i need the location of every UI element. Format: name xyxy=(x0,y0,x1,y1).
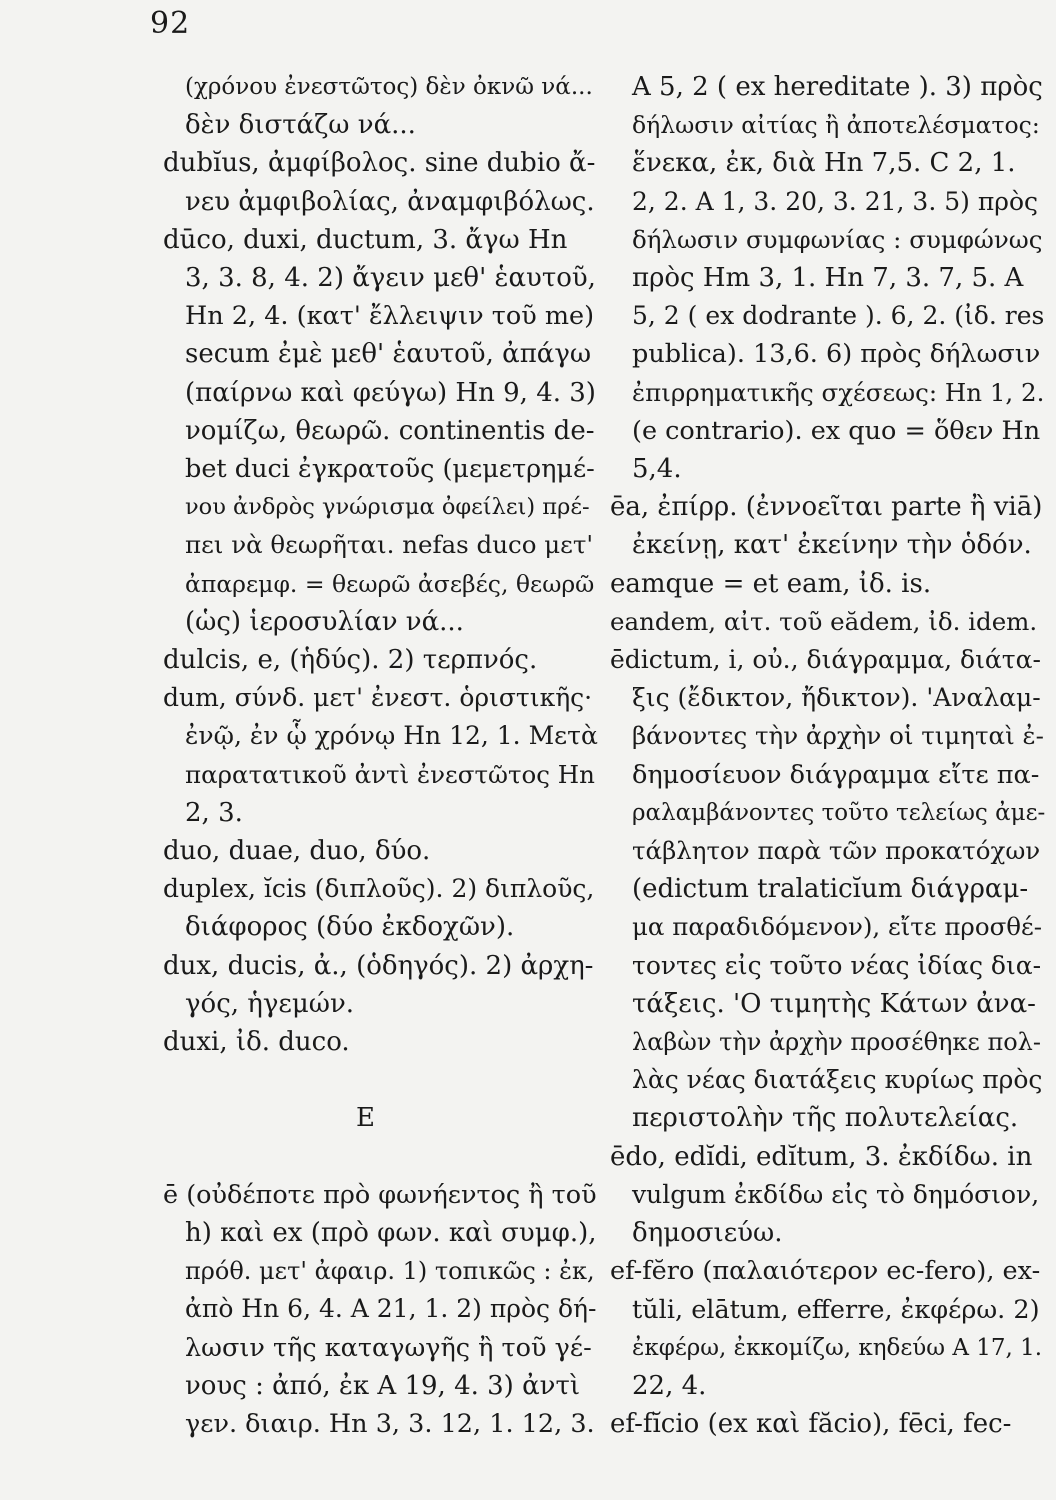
entry-line: ēa, ἐπίρρ. (ἐννοεῖται parte ἢ viā) xyxy=(610,492,1043,523)
entry-line: γεν. διαιρ. Hn 3, 3. 12, 1. 12, 3. xyxy=(185,1409,595,1440)
entry-line: λωσιν τῆς καταγωγῆς ἢ τοῦ γέ- xyxy=(185,1332,592,1363)
entry-line: ραλαμβάνοντες τοῦτο τελείως ἀμε- xyxy=(632,799,1046,826)
entry-line: πρὸς Hm 3, 1. Hn 7, 3. 7, 5. A xyxy=(632,263,1024,294)
entry-line: τάβλητον παρὰ τῶν προκατόχων xyxy=(632,836,1041,866)
entry-line: eamque = et eam, ἰδ. is. xyxy=(610,568,932,599)
entry-line: ef-fĕro (παλαιότερον ec-fero), ex- xyxy=(610,1256,1041,1287)
entry-line: νομίζω, θεωρῶ. continentis de- xyxy=(185,415,595,446)
entry-line: ξις (ἔδικτον, ἤδικτον). 'Αναλαμ- xyxy=(632,683,1041,713)
entry-line: ἐνῷ, ἐν ᾧ χρόνῳ Hn 12, 1. Μετὰ xyxy=(185,721,598,751)
left-column xyxy=(163,68,598,1443)
entry-line: 22, 4. xyxy=(632,1370,707,1401)
entry-line: dulcis, e, (ἡδύς). 2) τερπνός. xyxy=(163,645,538,676)
entry-line: τοντες εἰς τοῦτο νέας ἰδίας δια- xyxy=(632,950,1042,980)
entry-line: (χρόνου ἐνεστῶτος) δὲν ὀκνῶ νά... xyxy=(185,74,593,100)
entry-line: vulgum ἐκδίδω εἰς τὸ δημόσιον, xyxy=(632,1179,1040,1209)
entry-line: δὲν διστάζω νά... xyxy=(185,110,416,141)
entry-line: publica). 13,6. 6) πρὸς δήλωσιν xyxy=(632,339,1041,370)
entry-line: dum, σύνδ. μετ' ἐνεστ. ὁριστικῆς· xyxy=(163,683,593,713)
entry-line: ἐκείνῃ, κατ' ἐκείνην τὴν ὁδόν. xyxy=(632,530,1032,561)
entry-line: duo, duae, duo, δύο. xyxy=(163,836,431,867)
blank-line xyxy=(163,1138,598,1176)
entry-line: (e contrario). ex quo = ὅθεν Hn xyxy=(632,415,1041,446)
entry-line: τάξεις. 'Ο τιμητὴς Κάτων ἀνα- xyxy=(632,988,1036,1019)
section-letter: E xyxy=(356,1103,375,1134)
entry-line: h) καὶ ex (πρὸ φων. καὶ συμφ.), xyxy=(185,1218,597,1249)
entry-line: νου ἀνδρὸς γνώρισμα ὀφείλει) πρέ- xyxy=(185,494,590,521)
entry-line: eandem, αἰτ. τοῦ eădem, ἰδ. idem. xyxy=(610,606,1038,636)
entry-line: 2, 2. A 1, 3. 20, 3. 21, 3. 5) πρὸς xyxy=(632,186,1038,216)
blank-line xyxy=(163,1061,598,1099)
entry-line: πρόθ. μετ' ἀφαιρ. 1) τοπικῶς : ἐκ, xyxy=(185,1257,595,1286)
entry-line: γός, ἡγεμών. xyxy=(185,988,355,1019)
entry-line: ēdictum, i, οὐ., διάγραμμα, διάτα- xyxy=(610,645,1041,675)
entry-line: 5,4. xyxy=(632,454,682,485)
entry-line: Hn 2, 4. (κατ' ἔλλειψιν τοῦ me) xyxy=(185,301,595,332)
entry-line: δημοσιεύω. xyxy=(632,1218,783,1249)
entry-line: λὰς νέας διατάξεις κυρίως πρὸς xyxy=(632,1065,1043,1095)
entry-line: δήλωσιν συμφωνίας : συμφώνως xyxy=(632,224,1043,254)
entry-line: duxi, ἰδ. duco. xyxy=(163,1027,350,1058)
entry-line: ἕνεκα, ἐκ, διὰ Hn 7,5. C 2, 1. xyxy=(632,148,1016,179)
entry-line: ἐκφέρω, ἐκκομίζω, κηδεύω A 17, 1. xyxy=(632,1334,1043,1361)
entry-line: νευ ἀμφιβολίας, ἀναμφιβόλως. xyxy=(185,186,595,217)
entry-line: βάνοντες τὴν ἀρχὴν οἱ τιμηταὶ ἐ- xyxy=(632,721,1044,751)
entry-line: 2, 3. xyxy=(185,797,243,828)
entry-line: παρατατικοῦ ἀντὶ ἐνεστῶτος Hn xyxy=(185,759,595,789)
entry-line: (ὡς) ἱεροσυλίαν νά... xyxy=(185,606,464,637)
entry-line: duplex, ĭcis (διπλοῦς). 2) διπλοῦς, xyxy=(163,874,595,904)
entry-line: dux, ducis, ἀ., (ὁδηγός). 2) ἀρχη- xyxy=(163,950,594,981)
entry-line: ἐπιρρηματικῆς σχέσεως: Hn 1, 2. xyxy=(632,377,1045,407)
entry-line: A 5, 2 ( ex hereditate ). 3) πρὸς xyxy=(632,72,1043,102)
entry-line: νους : ἀπό, ἐκ A 19, 4. 3) ἀντὶ xyxy=(185,1370,581,1401)
right-column xyxy=(610,68,1045,1443)
entry-line: πει νὰ θεωρῆται. nefas duco μετ' xyxy=(185,530,594,560)
entry-line: διάφορος (δύο ἐκδοχῶν). xyxy=(185,912,515,943)
entry-line: 5, 2 ( ex dodrante ). 6, 2. (ἰδ. res xyxy=(632,301,1045,331)
entry-line: ἀπὸ Hn 6, 4. A 21, 1. 2) πρὸς δή- xyxy=(185,1294,597,1324)
entry-line: λαβὼν τὴν ἀρχὴν προσέθηκε πολ- xyxy=(632,1028,1041,1057)
entry-line: ēdo, edĭdi, edĭtum, 3. ἐκδίδω. in xyxy=(610,1141,1033,1172)
entry-line: δήλωσιν αἰτίας ἢ ἀποτελέσματος: xyxy=(632,111,1040,140)
entry-line: (edictum tralaticĭum διάγραμ- xyxy=(632,874,1029,905)
entry-line: περιστολὴν τῆς πολυτελείας. xyxy=(632,1103,1019,1134)
entry-line: δημοσίευον διάγραμμα εἴτε πα- xyxy=(632,759,1040,790)
entry-line: 3, 3. 8, 4. 2) ἄγειν μεθ' ἑαυτοῦ, xyxy=(185,263,596,294)
entry-line: tŭli, elātum, efferre, ἐκφέρω. 2) xyxy=(632,1294,1040,1325)
entry-line: (παίρνω καὶ φεύγω) Hn 9, 4. 3) xyxy=(185,377,596,408)
entry-line: μα παραδιδόμενον), εἴτε προσθέ- xyxy=(632,912,1043,942)
entry-line: ef-fĭcio (ex καὶ făcio), fēci, fec- xyxy=(610,1409,1012,1440)
entry-line: ἀπαρεμφ. = θεωρῶ ἀσεβές, θεωρῶ xyxy=(185,569,595,598)
entry-line: dūco, duxi, ductum, 3. ἄγω Hn xyxy=(163,224,568,255)
entry-line: bet duci ἐγκρατοῦς (μεμετρημέ- xyxy=(185,454,595,485)
entry-line: ē (οὐδέποτε πρὸ φωνήεντος ἢ τοῦ xyxy=(163,1179,597,1210)
entry-line: dubĭus, ἀμφίβολος. sine dubio ἄ- xyxy=(163,148,596,179)
page-number: 92 xyxy=(150,6,191,41)
entry-line: secum ἐμὲ μεθ' ἑαυτοῦ, ἀπάγω xyxy=(185,339,592,370)
